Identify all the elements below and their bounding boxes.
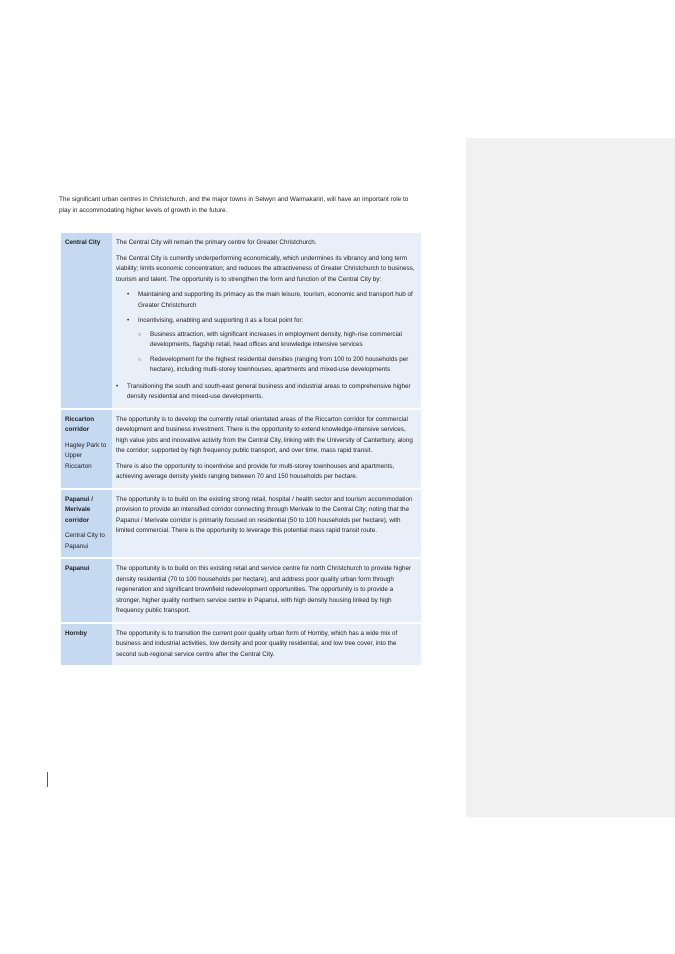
- table-row: [61, 624, 421, 668]
- bullet-icon: •: [127, 291, 130, 298]
- table-row: [61, 233, 421, 410]
- row-body-cell: [112, 490, 421, 560]
- bullet-list: [116, 382, 416, 403]
- text-cursor: [47, 772, 48, 787]
- table-row: [61, 410, 421, 490]
- bullet-icon: •: [127, 317, 130, 324]
- row-label: Riccarton corridor: [65, 415, 95, 433]
- row-label-cell: [61, 559, 112, 624]
- row-label-cell: [61, 490, 112, 560]
- row-body-cell: [112, 624, 421, 668]
- paragraph: The opportunity is to build on this existing retail and service centre for north Christchurch to provide higher density residential (70 to 100 households per hectare), and address poor quality urban form through regeneration and significant brownfield redevelopment opportunities. The opportunity is to provide a stronger, higher quality northern service centre in Papanui, with high density housing linked by high frequency public transport.: [116, 565, 412, 614]
- row-body-cell: [112, 559, 421, 624]
- table-row: [61, 559, 421, 624]
- sub-bullet-list: [138, 330, 416, 376]
- list-item: [116, 382, 416, 403]
- list-item: [138, 330, 416, 351]
- row-label-cell: [61, 624, 112, 668]
- row-sublabel: Hagley Park to Upper Riccarton: [65, 441, 107, 470]
- list-item-text: Transitioning the south and south-east general business and industrial areas to comprehensive higher density residential and mixed-use developments.: [127, 382, 411, 400]
- comment-pane: [466, 138, 675, 817]
- row-body-cell: [112, 233, 421, 410]
- row-label: Central City: [65, 239, 101, 246]
- circle-bullet-icon: ○: [138, 356, 142, 363]
- urban-centres-table: [61, 233, 421, 667]
- circle-bullet-icon: ○: [138, 331, 142, 338]
- list-item-text: Redevelopment for the highest residential densities (ranging from 100 to 200 households per hectare), including multi-storey townhouses, apartments and mixed-use developments: [150, 355, 409, 373]
- list-item: [127, 316, 416, 376]
- paragraph: The Central City will remain the primary centre for Greater Christchurch.: [116, 239, 317, 246]
- row-label: Papanui: [65, 565, 90, 572]
- paragraph: The opportunity is to develop the currently retail orientated areas of the Riccarton corridor for commercial development and business investment. There is the opportunity to extend knowledge-intensive services, high value jobs and innovative activity from the Central City, linking with the University of Canterbury, along the corridor; supported by high frequency public transport, and over time, mass rapid transit.: [116, 415, 413, 454]
- bullet-list: [116, 290, 416, 376]
- row-label-cell: [61, 410, 112, 490]
- row-label: Hornby: [65, 629, 88, 637]
- paragraph: There is also the opportunity to incentivise and provide for multi-storey townhouses and apartments, achieving average density yields ranging between 70 and 150 households per hectare.: [116, 462, 395, 480]
- list-item: [127, 290, 416, 311]
- bullet-icon: •: [116, 382, 119, 390]
- list-item-text: Maintaining and supporting its primacy as the main leisure, tourism, economic and transport hub of Greater Christchurch: [138, 291, 413, 309]
- paragraph: The opportunity is to build on the existing strong retail, hospital / health sector and tourism accommodation provision to provide an intensified corridor connecting through Merivale to the Central City; noting that the Papanui / Merivale corridor is primarily focused on residential (50 to 100 households per hectare), with limited commercial. There is the opportunity to leverage this potential mass rapid transit route.: [116, 495, 413, 534]
- row-label: Papanui / Merivale corridor: [65, 495, 93, 524]
- list-item: [138, 355, 416, 376]
- table-row: [61, 490, 421, 560]
- paragraph: The Central City is currently underperforming economically, which undermines its vibrancy and long term viability; limits economic concentration; and reduces the attractiveness of Greater Christchurch to business, tourism and talent. The opportunity is to strengthen the form and function of the Central City by:: [116, 254, 415, 283]
- row-label-cell: [61, 233, 112, 410]
- list-item-text: Business attraction, with significant increases in employment density, high-rise commercial developments, flagship retail, head offices and knowledge intensive services: [150, 330, 402, 348]
- list-item-text: Incentivising, enabling and supporting it as a focal point for:: [138, 317, 304, 324]
- row-body-cell: [112, 410, 421, 490]
- row-sublabel: Central City to Papanui: [65, 532, 105, 550]
- intro-paragraph: The significant urban centres in Christchurch, and the major towns in Selwyn and Waimakariri, will have an important role to play in accommodating higher levels of growth in the future.: [59, 196, 409, 214]
- paragraph: The opportunity is to transition the current poor quality urban form of Hornby, which has a wide mix of business and industrial activities, low density and poor quality residential, and low tree cover, into the second sub-regional service centre after the Central City.: [116, 629, 398, 658]
